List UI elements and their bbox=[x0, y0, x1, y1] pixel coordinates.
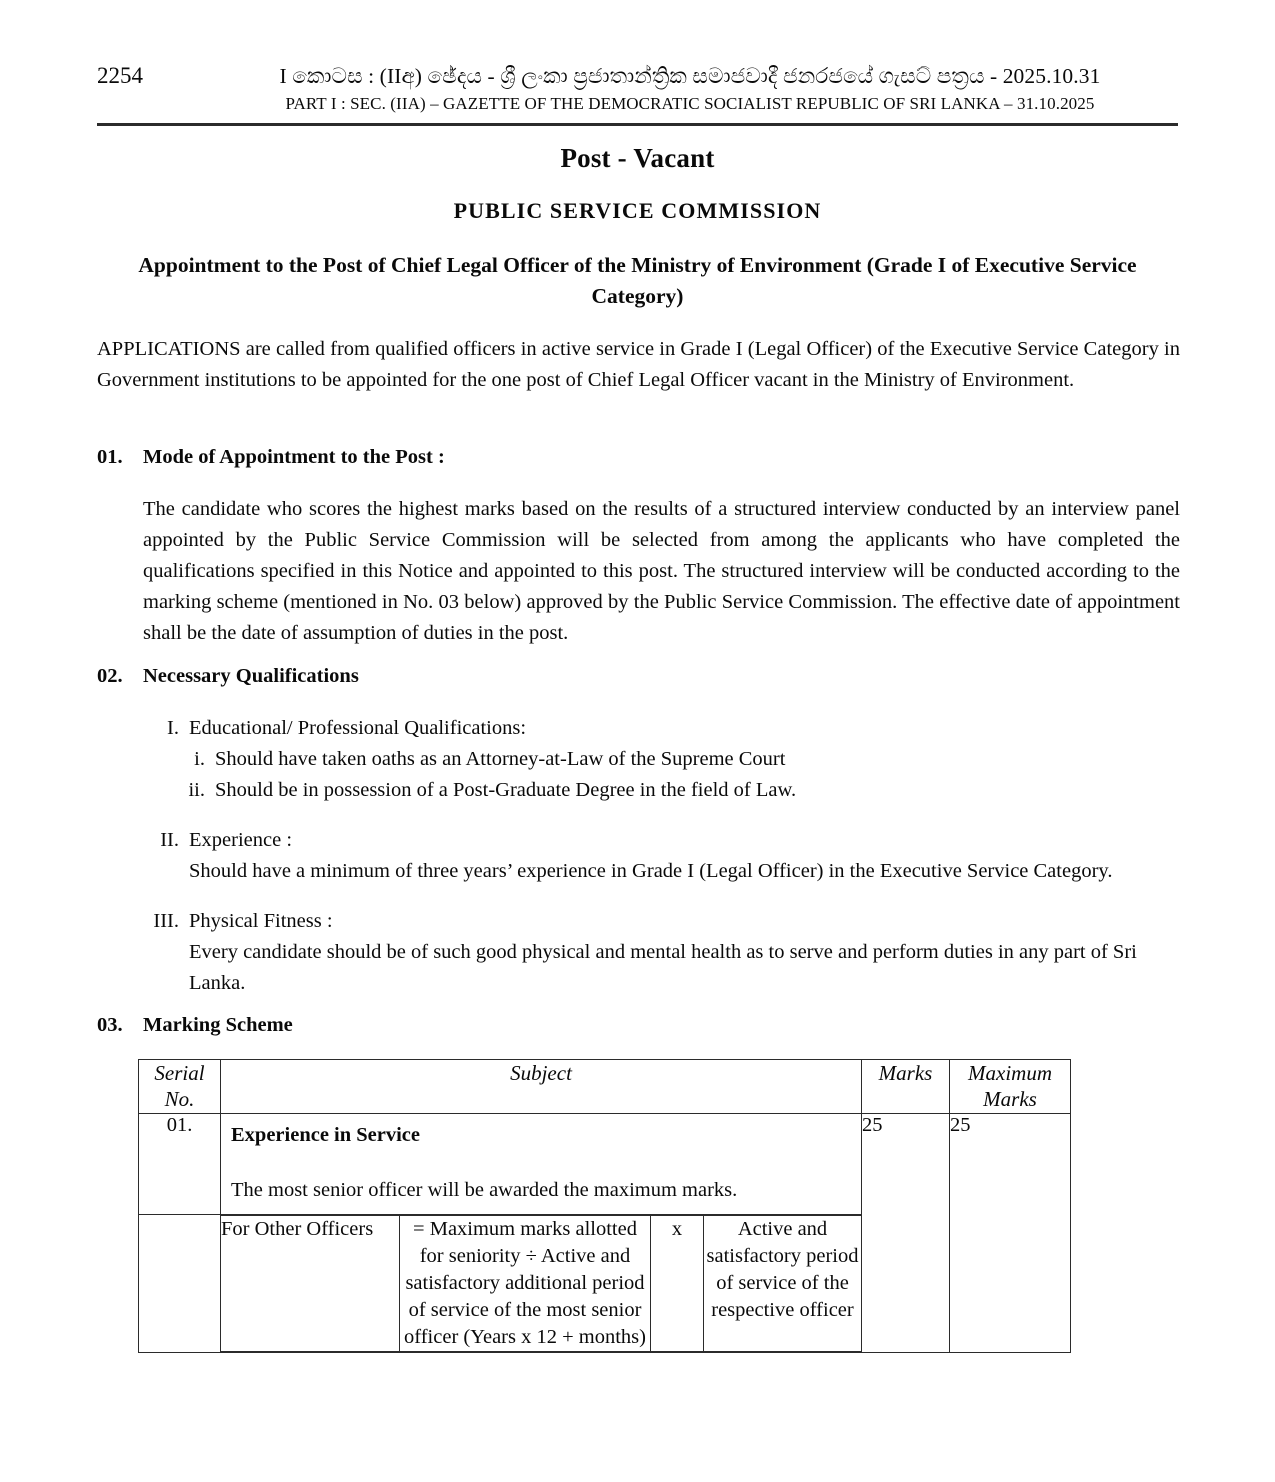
qualification-item-physical-fitness bbox=[97, 906, 1180, 998]
list-item bbox=[97, 825, 1180, 887]
section-number: 01. bbox=[97, 446, 123, 468]
cell-marks: 25 bbox=[862, 1113, 950, 1352]
sub-list-item-text: Should have taken oaths as an Attorney-at-Law of the Supreme Court bbox=[215, 747, 786, 770]
section-title: Mode of Appointment to the Post : bbox=[143, 446, 445, 468]
qualification-item-educational bbox=[97, 713, 1180, 805]
list-item-numeral: II. bbox=[160, 829, 179, 851]
cell-formula-expression: = Maximum marks allotted for seniority ÷ Active and satisfactory additional period of service of the most senior officer (Years x 12 + months) bbox=[400, 1215, 651, 1351]
organization-title: PUBLIC SERVICE COMMISSION bbox=[453, 198, 822, 223]
section-heading bbox=[97, 1011, 1180, 1040]
section-necessary-qualifications bbox=[97, 662, 1180, 691]
header-divider-rule bbox=[97, 123, 1178, 126]
list-item-label: Educational/ Professional Qualifications: bbox=[189, 717, 527, 739]
list-item-text: Should have a minimum of three years’ experience in Grade I (Legal Officer) in the Executive Service Category. bbox=[189, 859, 1113, 882]
running-head-row-primary bbox=[97, 64, 1178, 89]
cell-serial-no-empty bbox=[139, 1214, 221, 1352]
section-title: Necessary Qualifications bbox=[143, 665, 359, 687]
column-header-serial-no bbox=[139, 1060, 221, 1114]
sub-list-item-numeral: ii. bbox=[188, 778, 205, 801]
list-item-label: Physical Fitness : bbox=[189, 910, 333, 932]
column-header-serial-line1: Serial bbox=[154, 1061, 205, 1085]
page-title: Post - Vacant bbox=[560, 143, 715, 173]
cell-serial-no: 01. bbox=[139, 1113, 221, 1214]
list-item-content bbox=[189, 906, 1180, 998]
list-item bbox=[97, 775, 1180, 806]
section-body-text: The candidate who scores the highest marks based on the results of a structured interview conducted by an interview panel appointed by the Public Service Commission will be selected from among the applicants who have completed the qualifications specified in this Notice and appointed to this post. The structured interview will be conducted according to the marking scheme (mentioned in No. 03 below) approved by the Public Service Commission. The effective date of appointment shall be the date of assumption of duties in the post. bbox=[143, 497, 1180, 645]
list-item-numeral: III. bbox=[153, 910, 179, 932]
list-item-text: Every candidate should be of such good physical and mental health as to serve and perform duties in any part of Sri Lanka. bbox=[189, 940, 1137, 994]
list-item-content bbox=[189, 825, 1180, 887]
column-header-subject: Subject bbox=[221, 1060, 862, 1114]
list-item-numeral: I. bbox=[167, 717, 179, 739]
cell-formula-group bbox=[221, 1214, 862, 1352]
section-mode-of-appointment bbox=[97, 443, 1180, 649]
cell-subject-note: The most senior officer will be awarded the maximum marks. bbox=[231, 1178, 738, 1201]
column-header-serial-line2: No. bbox=[164, 1087, 195, 1112]
cell-subject-title: Experience in Service bbox=[231, 1123, 421, 1146]
running-head-english: PART I : SEC. (IIA) – GAZETTE OF THE DEMOCRATIC SOCIALIST REPUBLIC OF SRI LANKA – 31.10.2025 bbox=[285, 93, 1095, 113]
cell-for-other-officers: For Other Officers bbox=[221, 1215, 400, 1351]
column-header-maximum-line1: Maximum bbox=[968, 1061, 1052, 1085]
section-number: 02. bbox=[97, 665, 123, 687]
list-item bbox=[97, 744, 1180, 775]
post-title: Appointment to the Post of Chief Legal Officer of the Ministry of Environment (Grade I of Executive Service Category) bbox=[138, 253, 1137, 309]
section-heading bbox=[97, 662, 1180, 691]
running-head-sinhala: I කොටස : (IIඅ) ඡේදය - ශ්‍රී ලංකා ප්‍රජාතාන්ත්‍රික සමාජවාදී ජනරජයේ ගැසට් පත්‍රය - 2025.10.31 bbox=[279, 64, 1101, 88]
column-header-maximum-line2: Marks bbox=[983, 1087, 1037, 1112]
section-marking-scheme bbox=[97, 1011, 1180, 1040]
marking-scheme-table bbox=[138, 1059, 1071, 1353]
cell-maximum-marks: 25 bbox=[950, 1113, 1071, 1352]
section-number: 03. bbox=[97, 1014, 123, 1036]
qualification-item-experience bbox=[97, 825, 1180, 887]
running-head bbox=[97, 64, 1178, 114]
column-header-maximum-marks bbox=[950, 1060, 1071, 1114]
section-title: Marking Scheme bbox=[143, 1014, 293, 1036]
list-item-label: Experience : bbox=[189, 829, 293, 851]
list-item bbox=[97, 906, 1180, 998]
intro-paragraph: APPLICATIONS are called from qualified officers in active service in Grade I (Legal Officer) of the Executive Service Category in Government institutions to be appointed for the one post of Chief Legal Officer vacant in the Ministry of Environment. bbox=[97, 338, 1180, 392]
formula-table bbox=[221, 1215, 861, 1352]
table-row bbox=[139, 1113, 1071, 1214]
sub-list-item-text: Should be in possession of a Post-Graduate Degree in the field of Law. bbox=[215, 778, 797, 801]
cell-subject bbox=[221, 1113, 862, 1214]
table-header-row bbox=[139, 1060, 1071, 1114]
table-row bbox=[221, 1215, 861, 1351]
cell-multiply-operator: x bbox=[651, 1215, 704, 1351]
cell-formula-description: Active and satisfactory period of service of the respective officer bbox=[704, 1215, 862, 1351]
list-item bbox=[97, 713, 1180, 744]
column-header-marks: Marks bbox=[862, 1060, 950, 1114]
marking-scheme-table-wrapper bbox=[138, 1059, 1071, 1353]
page-folio-number: 2254 bbox=[97, 63, 143, 88]
sub-list-item-numeral: i. bbox=[194, 747, 205, 770]
section-heading bbox=[97, 443, 1180, 472]
